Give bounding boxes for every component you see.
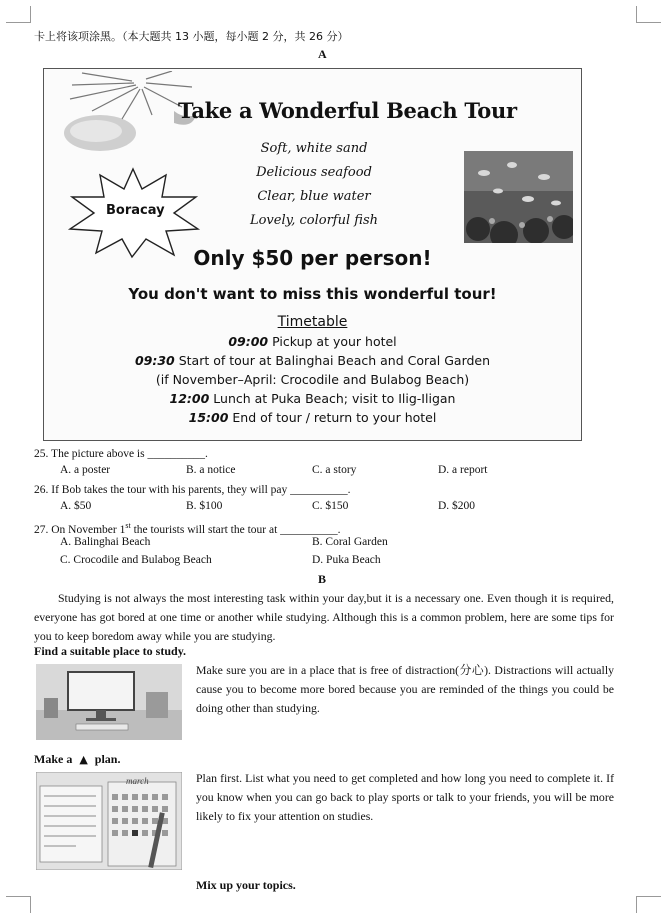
schedule-text: Pickup at your hotel (268, 334, 397, 349)
schedule-row (44, 410, 581, 425)
question-25-option-c[interactable]: C. a story (312, 464, 357, 476)
schedule-row (44, 391, 581, 406)
question-27-stem-before: 27. On November 1 (34, 523, 126, 536)
question-27-stem-sup: st (125, 521, 131, 530)
heading-mix-topics: Mix up your topics. (196, 878, 296, 892)
poster-title: Take a Wonderful Beach Tour (178, 98, 517, 123)
question-27-option-d[interactable]: D. Puka Beach (312, 554, 381, 566)
intro-text: Studying is not always the most interesting task within your day,but it is a necessary one. Even though it is required, everyone has got bored at one time or another while studying. Although this is a common problem, here are some tips for you to keep boredom away while you are studying. (34, 591, 614, 643)
question-26-option-b[interactable]: B. $100 (186, 500, 223, 512)
question-27-option-c[interactable]: C. Crocodile and Bulabog Beach (60, 554, 212, 566)
heading-make-plan (34, 752, 120, 767)
corner-mark-top-right (636, 6, 661, 23)
schedule-time: 09:30 (134, 353, 175, 368)
question-27-option-a[interactable]: A. Balinghai Beach (60, 536, 151, 548)
heading-make-plan-before: Make a (34, 752, 73, 766)
question-25-stem: 25. The picture above is __________. (34, 448, 208, 460)
question-26-stem: 26. If Bob takes the tour with his parents, they will pay __________. (34, 484, 351, 496)
schedule-text: Lunch at Puka Beach; visit to Ilig-Iligan (209, 391, 456, 406)
schedule-row (44, 334, 581, 349)
corner-mark-bottom-left (6, 896, 31, 913)
schedule-text: Start of tour at Balinghai Beach and Coral Garden (174, 353, 491, 368)
question-27-stem-after: the tourists will start the tour at __________. (130, 523, 341, 536)
question-25-option-b[interactable]: B. a notice (186, 464, 236, 476)
schedule-row (44, 353, 581, 368)
question-25-option-a[interactable]: A. a poster (60, 464, 111, 476)
para-find-place: Make sure you are in a place that is free of distraction(分心). Distractions will actually cause you to become more bored because you are reminded of the things you could be doing other than studying. (196, 663, 614, 715)
planner-calendar-image (36, 772, 182, 870)
beach-tour-poster (43, 68, 582, 441)
schedule-text: (if November–April: Crocodile and Bulabog Beach) (155, 372, 470, 387)
schedule-time: 12:00 (169, 391, 210, 406)
feature-item: Lovely, colorful fish (249, 213, 379, 228)
question-27-stem (34, 518, 341, 538)
schedule-row (44, 372, 581, 387)
desk-computer-image (36, 664, 182, 740)
question-26-option-a[interactable]: A. $50 (60, 500, 92, 512)
corner-mark-bottom-right (636, 896, 661, 913)
section-b-label: B (318, 572, 327, 586)
question-25-option-d[interactable]: D. a report (438, 464, 488, 476)
timetable-title: Timetable (277, 314, 348, 330)
section-a-label: A (318, 47, 327, 61)
coral-fish-photo (464, 151, 573, 243)
schedule-time: 15:00 (188, 410, 229, 425)
price-line: Only $50 per person! (193, 246, 432, 270)
schedule-time: 09:00 (228, 334, 269, 349)
instruction-line: 卡上将该项涂黑。（本大题共 13 小题，每小题 2 分，共 26 分） (34, 30, 349, 43)
blank-triangle-marker: ▲ (79, 753, 88, 766)
question-26-option-d[interactable]: D. $200 (438, 500, 476, 512)
corner-mark-top-left (6, 6, 31, 23)
burst-label: Boracay (106, 203, 165, 218)
schedule-text: End of tour / return to your hotel (228, 410, 437, 425)
passage-b-intro (34, 589, 614, 646)
feature-item: Soft, white sand (260, 141, 368, 156)
heading-make-plan-after: plan. (94, 752, 121, 766)
para-make-plan: Plan first. List what you need to get completed and how long you need to complete it. If you know when you can go back to play sports or talk to your friends, you will be more likely to fix your attention on studies. (196, 771, 614, 823)
question-27-option-b[interactable]: B. Coral Garden (312, 536, 388, 548)
tagline: You don't want to miss this wonderful tour! (128, 285, 497, 303)
calendar-month-label: march (126, 776, 149, 786)
question-26-option-c[interactable]: C. $150 (312, 500, 349, 512)
heading-find-place: Find a suitable place to study. (34, 644, 187, 658)
feature-item: Clear, blue water (257, 189, 371, 204)
feature-item: Delicious seafood (256, 165, 372, 180)
